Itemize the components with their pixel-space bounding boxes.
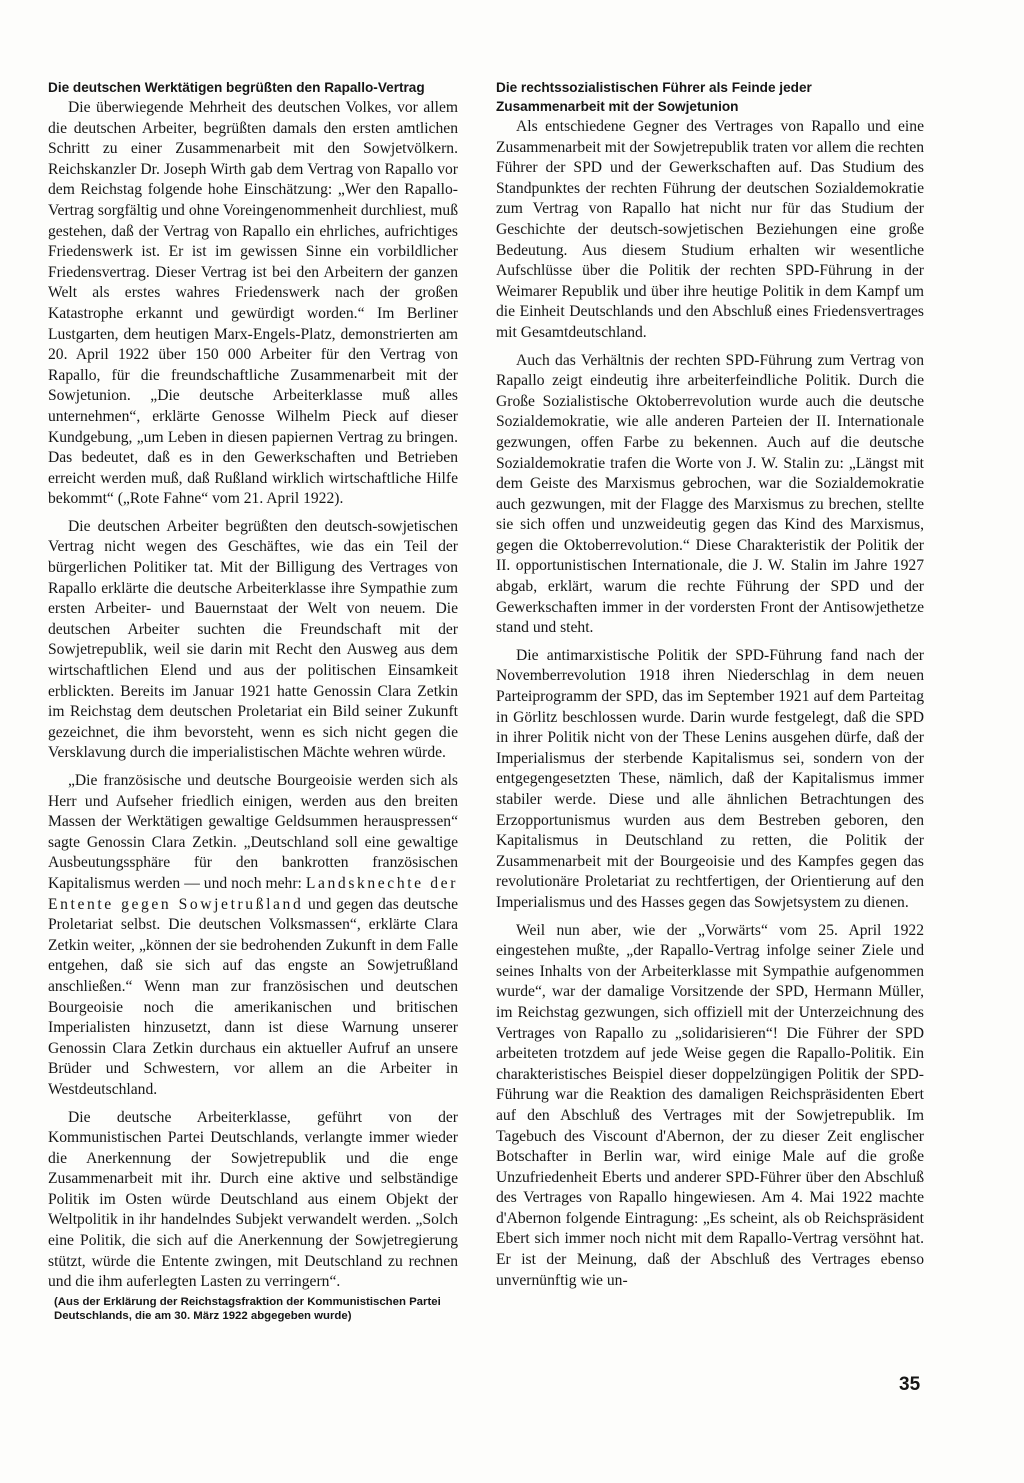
paragraph: Die deutsche Arbeiterklasse, geführt von der Kommunistischen Partei Deutschlands, verlangte immer wieder die Anerkennung der Sowjetrepublik und die enge Zusammenarbeit mit ihr. Durch eine aktive und selbständige Politik im Osten würde Deutschland aus einem Objekt der Weltpolitik in ihr handelndes Subjekt verwandelt werden. „Solch eine Politik, die sich auf die Anerkennung der Sowjetregierung stützt, würde die Entente zwingen, mit Deutschland zu rechnen und die ihm auferlegten Lasten zu verringern“. — [48, 1108, 458, 1291]
quote-text: und gegen das deutsche Proletariat selbst. Die deutschen Volksmassen“, erklärte Clara Zetkin weiter, „können der sie bedrohenden Zukunft in dem Falle entgehen, daß sie sich auf das engste an Sowjetrußland anschließen.“ Wenn man zur französischen und deutschen Bourgeoisie noch die amerikanischen und britischen Imperialisten hinzusetzt, dann ist diese Warnung unserer Genossin Clara Zetkin durchaus ein aktueller Aufruf an unsere Brüder und Schwestern, vor allem an die Arbeiter in Westdeutschland. — [48, 895, 459, 1098]
paragraph: Weil nun aber, wie der „Vorwärts“ vom 25. April 1922 eingestehen mußte, „der Rapallo-Vertrag infolge seiner Ziele und seines Inhalts von der Arbeiterklasse mit Sympathie aufgenommen wurde“, war der damalige Vorsitzende der SPD, Hermann Müller, im Reichstag gezwungen, sich offiziell mit der Unterzeichnung des Vertrages von Rapallo zu „solidarisieren“! Die Führer der SPD arbeiteten trotzdem auf jede Weise gegen die Rapallo-Politik. Ein charakteristisches Beispiel dieser doppelzüngigen Politik der SPD-Führung war die Reaktion des damaligen Reichspräsidenten Ebert auf den Abschluß des Vertrages mit der Sowjetrepublik. Im Tagebuch des Viscount d'Abernon, der zu dieser Zeit englischer Botschafter in Berlin war, wird einige Male auf die große Unzufriedenheit Eberts und anderer SPD-Führer über den Abschluß des Vertrages von Rapallo hingewiesen. Am 4. Mai 1922 machte d'Abernon folgende Eintragung: „Es scheint, als ob Reichspräsident Ebert sich immer noch nicht mit dem Rapallo-Vertrag versöhnt hat. Er ist der Meinung, daß der Abschluß des Vertrages ebenso unvernünftig wie un- — [496, 921, 924, 1289]
page-number: 35 — [899, 1374, 921, 1395]
paragraph-zetkin-quote — [48, 771, 458, 1101]
paragraph: Die antimarxistische Politik der SPD-Führung fand nach der Novemberrevolution 1918 ihren Niederschlag in dem neuen Parteiprogramm der SPD, das im September 1921 auf dem Parteitag in Görlitz beschlossen wurde. Darin wurde festgelegt, daß die SPD in ihrer Politik nicht von der These Lenins ausgehen dürfe, daß der Imperialismus der sterbende Kapitalismus sei, sondern von der entgegengesetzten These, nämlich, daß der Kapitalismus immer stabiler werde. Diese und alle ähnlichen Betrachtungen des Erzopportunismus wurden aus dem Bestreben geboren, den Kapitalismus in Deutschland zu retten, die Politik der Zusammenarbeit mit der Bourgeoisie und des Kampfes gegen das revolutionäre Proletariat zu rechtfertigen, der Orientierung auf den Imperialismus und des Hasses gegen das Sowjetsystem zu dienen. — [496, 646, 924, 911]
section-heading-rechtssozialisten: Die rechtssozialistischen Führer als Feinde jeder Zusammenarbeit mit der Sowjetunion — [496, 80, 812, 114]
quote-text: „Die französische und deutsche Bourgeoisie werden sich als Herr und Aufseher friedlich einigen, werden aus den breiten Massen der Werktätigen gewaltige Geldsummen herauspressen“ sagte Genossin Clara Zetkin. „Deutschland soll eine gewaltige Ausbeutungssphäre für den bankrotten französischen Kapitalismus werden — und noch mehr: — [48, 772, 458, 892]
left-column — [48, 78, 458, 1323]
source-citation: (Aus der Erklärung der Reichstagsfraktion der Kommunistischen Partei Deutschlands, die am 30. März 1922 abgegeben wurde) — [54, 1295, 441, 1322]
section-heading-werktaetige: Die deutschen Werktätigen begrüßten den Rapallo-Vertrag — [48, 80, 425, 95]
paragraph: Als entschiedene Gegner des Vertrages von Rapallo und eine Zusammenarbeit mit der Sowjetrepublik traten vor allem die rechten Führer der SPD und der Gewerkschaften auf. Das Studium des Standpunktes der rechten Führung der deutschen Sozialdemokratie zum Vertrag von Rapallo hat nicht nur für das Studium der Geschichte der deutsch-sowjetischen Beziehungen eine große Bedeutung. Aus diesem Studium erhalten wir wesentliche Aufschlüsse über die Politik der rechten SPD-Führung in der Weimarer Republik und über ihre heutige Politik in dem Kampf um die Einheit Deutschlands und den Abschluß eines Friedensvertrages mit Gesamtdeutschland. — [496, 118, 924, 341]
paragraph: Die deutschen Arbeiter begrüßten den deutsch-sowjetischen Vertrag nicht wegen des Geschäftes, wie das ein Teil der bürgerlichen Politiker tat. Mit der Billigung des Vertrages von Rapallo erklärte die deutsche Arbeiterklasse ihre Sympathie zum ersten Arbeiter- und Bauernstaat der Welt von neuem. Die deutschen Arbeiter suchten die Freundschaft mit der Sowjetrepublik, weil sie darin mit Recht den Ausweg aus dem wirtschaftlichen Elend und aus der politischen Einsamkeit erblickten. Bereits im Januar 1921 hatte Genossin Clara Zetkin im Reichstag dem deutschen Proletariat ein Bild seiner Zukunft gezeichnet, die ihm bevorsteht, wenn es sich nicht gegen die Versklavung durch die imperialistischen Mächte wehren würde. — [48, 517, 458, 762]
right-column — [496, 78, 924, 1298]
paragraph: Auch das Verhältnis der rechten SPD-Führung zum Vertrag von Rapallo zeigt eindeutig ihre arbeiterfeindliche Politik. Durch die Große Sozialistische Oktoberrevolution wurde auch die deutsche Sozialdemokratie, wie alle anderen Parteien der II. Internationale gezwungen, offen Farbe zu bekennen. Auch auf die deutsche Sozialdemokratie trafen die Worte von J. W. Stalin zu: „Längst mit dem Geiste des Marxismus gebrochen, war die Sozialdemokratie auch gezwungen, mit der Flagge des Marxismus zu brechen, stellte sie sich offen und unzweideutig gegen das Kind des Marxismus, gegen die Oktoberrevolution.“ Diese Charakteristik der Politik der II. opportunistischen Internationale, die J. W. Stalin im Jahre 1927 abgab, erklärt, warum die rechte Führung der SPD und der Gewerkschaften immer in der vordersten Front der Antisowjethetze stand und steht. — [496, 351, 924, 637]
spaced-emphasis: Landsknechte der Entente gegen Sowjetrußland — [48, 874, 458, 913]
paragraph: Die überwiegende Mehrheit des deutschen Volkes, vor allem die deutschen Arbeiter, begrüßten damals den ersten amtlichen Schritt zu einer Zusammenarbeit mit den Sowjetvölkern. Reichskanzler Dr. Joseph Wirth gab dem Vertrag von Rapallo vor dem Reichstag folgende hohe Einschätzung: „Wer den Rapallo-Vertrag sorgfältig und ohne Voreingenommenheit durchliest, muß gestehen, daß der Vertrag von Rapallo ein ehrliches, aufrichtiges Friedenswerk ist. Er ist im gewissen Sinne ein vorbildlicher Friedensvertrag. Dieser Vertrag ist bei den Arbeitern der ganzen Welt als erstes wahres Friedenswerk nach der großen Katastrophe erkannt und gewürdigt worden.“ Im Berliner Lustgarten, dem heutigen Marx-Engels-Platz, demonstrierten am 20. April 1922 über 150 000 Arbeiter für den Vertrag von Rapallo, für die freundschaftliche Zusammenarbeit mit der Sowjetunion. „Die deutsche Arbeiterklasse muß alles unternehmen“, erklärte Genosse Wilhelm Pieck auf dieser Kundgebung, „um Leben in diesen papiernen Vertrag zu bringen. Das bedeutet, daß es in den Gewerkschaften und Betrieben erreicht werden muß, daß Rußland wirklich wirtschaftliche Hilfe bekommt“ („Rote Fahne“ vom 21. April 1922). — [48, 99, 458, 508]
